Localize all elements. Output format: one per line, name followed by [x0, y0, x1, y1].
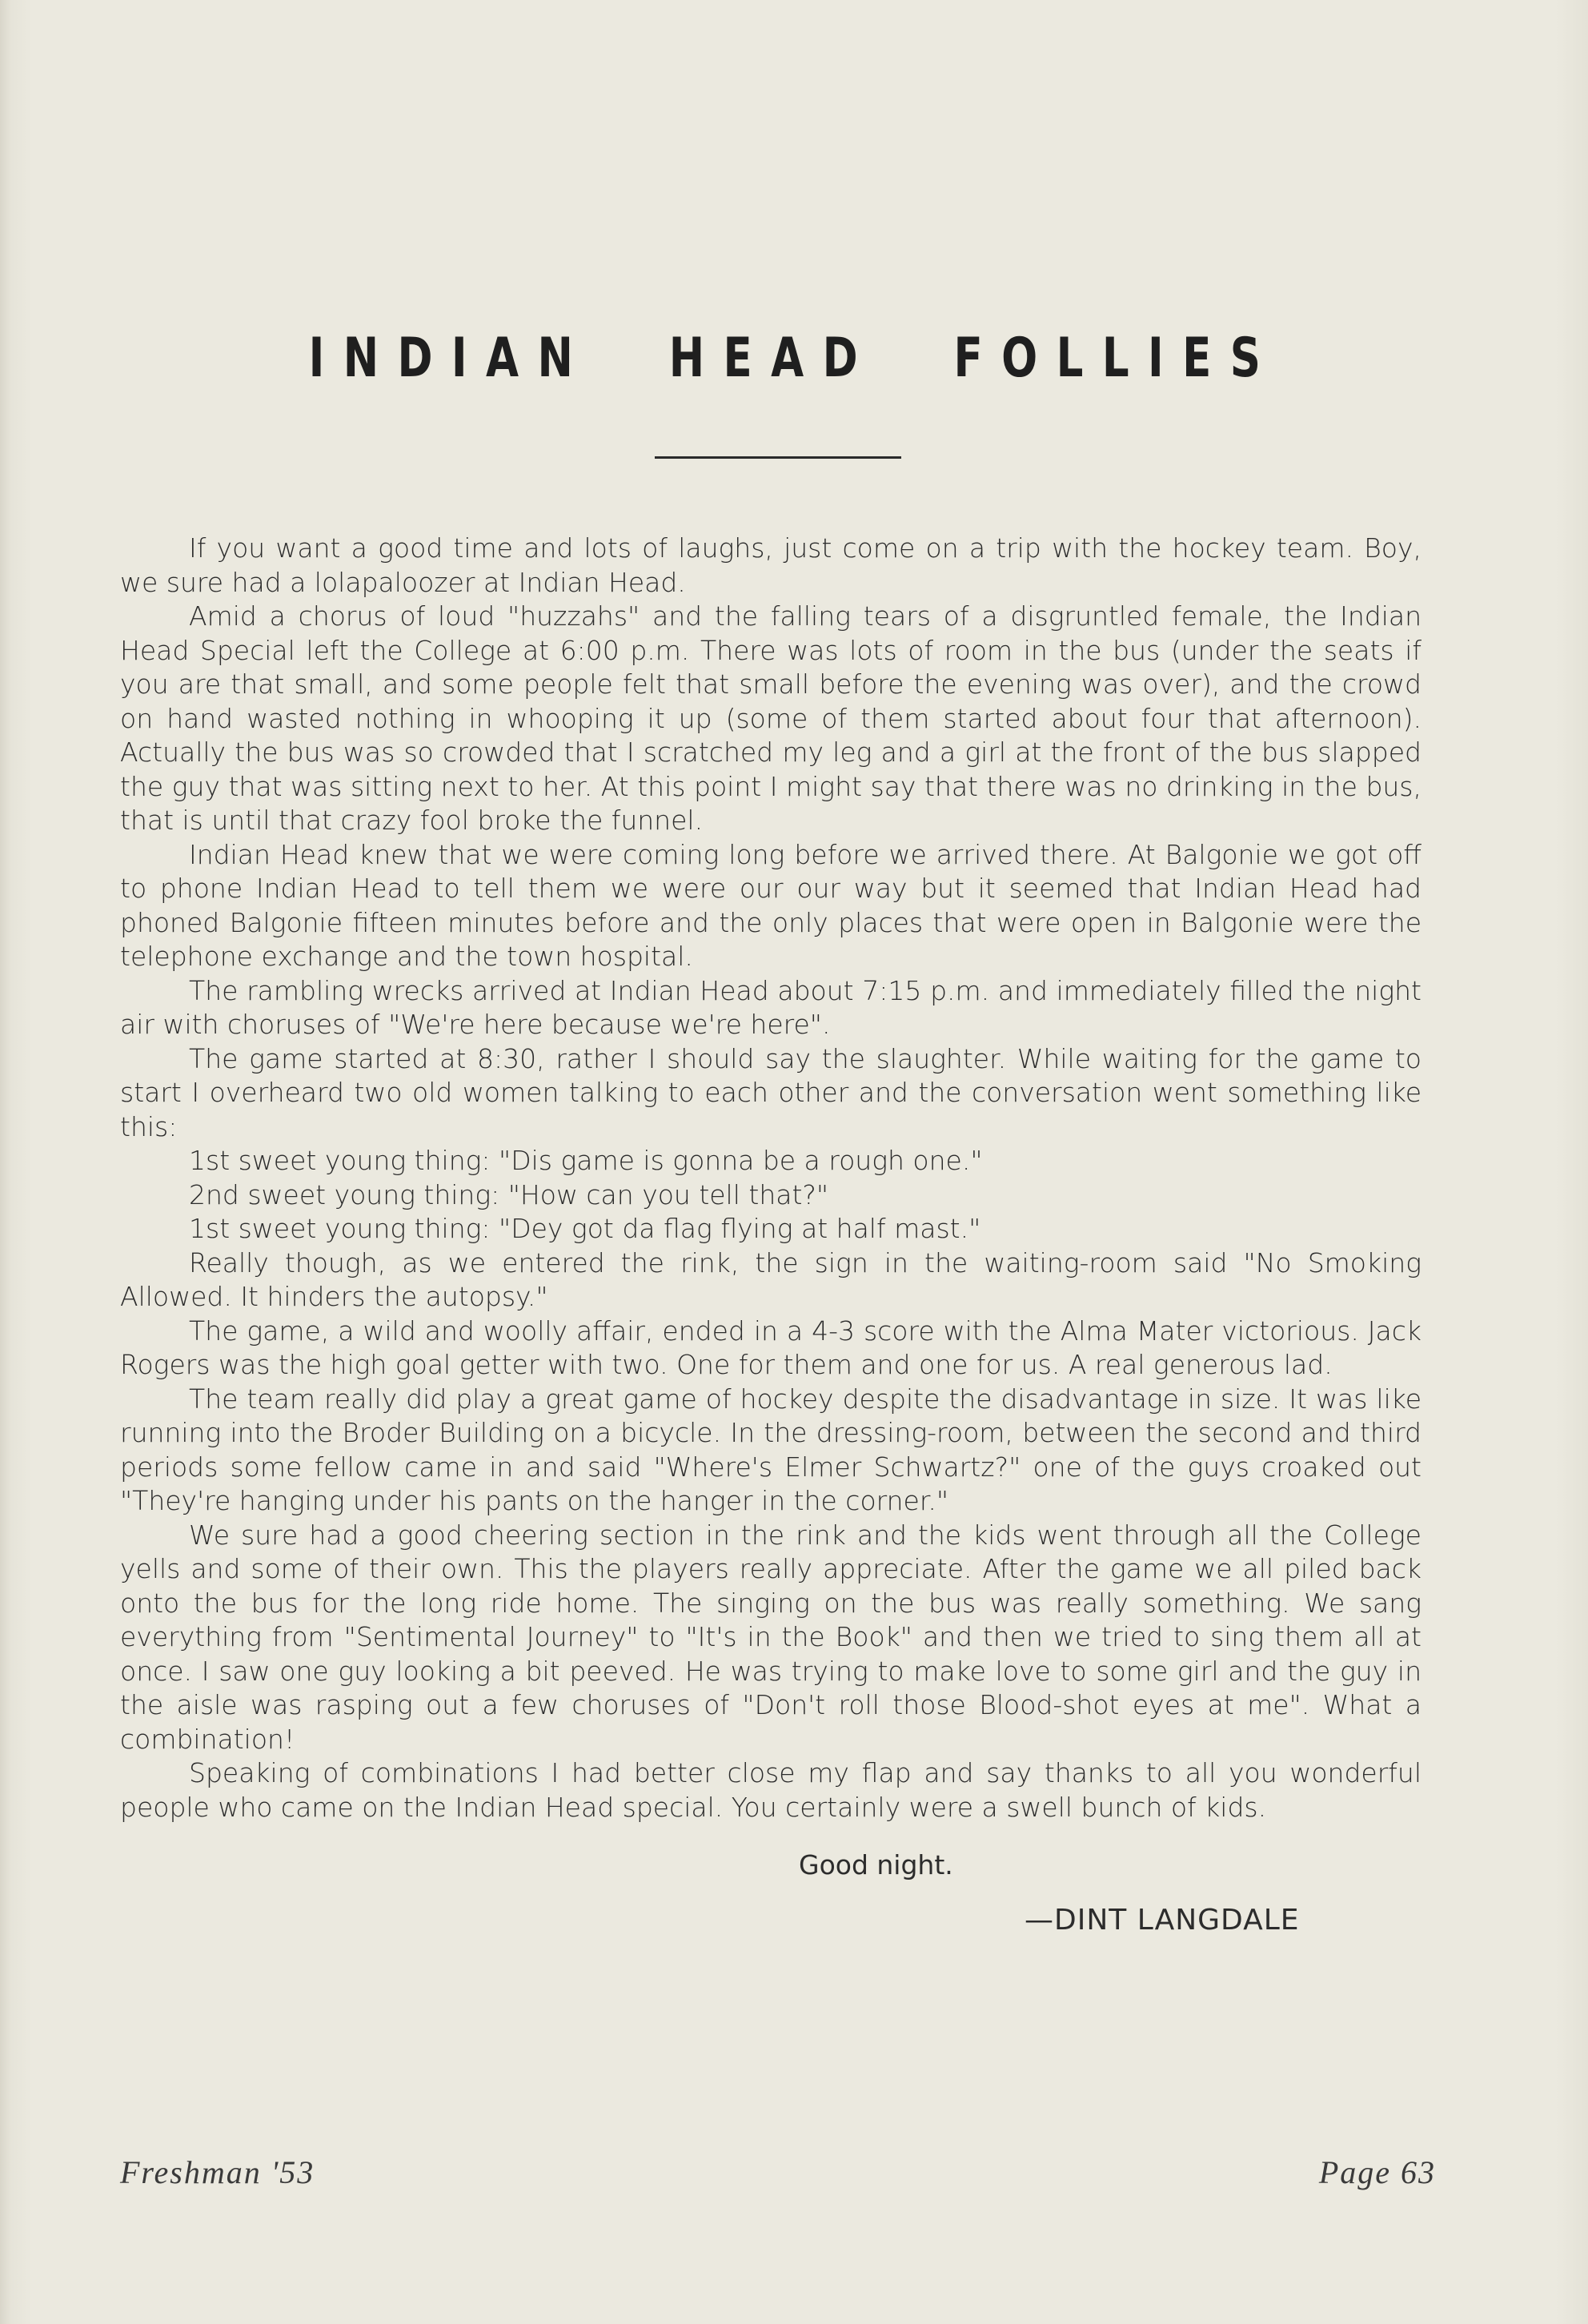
paragraph: Amid a chorus of loud "huzzahs" and the falling tears of a disgruntled female, the Indian Head Special left the College at 6:00 p.m. There was lots of room in the bus (under the seats if you are that small, and some people felt that small before the evening was over), and the crowd on hand wasted nothing in whooping it up (some of them started about four that afternoon). Actually the bus was so crowded that I scratched my leg and a girl at the front of the bus slapped the guy that was sitting next to her. At this point I might say that there was no drinking in the bus, that is until that crazy fool broke the funnel. — [120, 600, 1422, 836]
paragraph: Really though, as we entered the rink, the sign in the waiting-room said "No Smoking Allowed. It hinders the autopsy." — [120, 1246, 1422, 1312]
paragraph: The game started at 8:30, rather I should say the slaughter. While waiting for the game to start I overheard two old women talking to each other and the conversation went something like this: — [120, 1042, 1422, 1142]
dialog-line: 1st sweet young thing: "Dey got da flag flying at half mast." — [189, 1213, 981, 1244]
page-title: INDIAN HEAD FOLLIES — [308, 327, 1280, 390]
paragraph: The rambling wrecks arrived at Indian Head about 7:15 p.m. and immediately filled the night air with choruses of "We're here because we're here". — [120, 974, 1422, 1040]
title-divider — [655, 456, 901, 459]
footer-publication: Freshman '53 — [120, 2154, 315, 2190]
author-byline: —DINT LANGDALE — [1025, 1904, 1300, 1937]
paragraph: Speaking of combinations I had better close my flap and say thanks to all you wonderful people who came on the Indian Head special. You certainly were a swell bunch of kids. — [120, 1757, 1422, 1823]
dialog-line: 2nd sweet young thing: "How can you tell that?" — [189, 1178, 829, 1210]
dialog-line: 1st sweet young thing: "Dis game is gonna be a rough one." — [189, 1145, 983, 1176]
paragraph: We sure had a good cheering section in the rink and the kids went through all the College yells and some of their own. This the players really appreciate. After the game we all piled back onto the bus for the long ride home. The singing on the bus was really something. We sang everything from "Sentimental Journey" to "It's in the Book" and then we tried to sing them all at once. I saw one guy looking a bit peeved. He was trying to make love to some girl and the guy in the aisle was rasping out a few choruses of "Don't roll those Blood-shot eyes at me". What a combination! — [120, 1519, 1422, 1755]
signoff: Good night. — [799, 1849, 953, 1880]
article-body — [120, 532, 1422, 1824]
footer-page-number: Page 63 — [1318, 2154, 1436, 2190]
paragraph: If you want a good time and lots of laughs, just come on a trip with the hockey team. Boy, we sure had a lolapaloozer at Indian Head. — [120, 532, 1422, 598]
paragraph: The game, a wild and woolly affair, ended in a 4-3 score with the Alma Mater victorious. Jack Rogers was the high goal getter with two. One for them and one for us. A real generous lad. — [120, 1315, 1422, 1380]
paragraph: The team really did play a great game of hockey despite the disadvantage in size. It was like running into the Broder Building on a bicycle. In the dressing-room, between the second and third periods some fellow came in and said "Where's Elmer Schwartz?" one of the guys croaked out "They're hanging under his pants on the hanger in the corner." — [120, 1383, 1422, 1516]
paragraph: Indian Head knew that we were coming long before we arrived there. At Balgonie we got off to phone Indian Head to tell them we were our our way but it seemed that Indian Head had phoned Balgonie fifteen minutes before and the only places that were open in Balgonie were the telephone exchange and the town hospital. — [120, 838, 1422, 972]
